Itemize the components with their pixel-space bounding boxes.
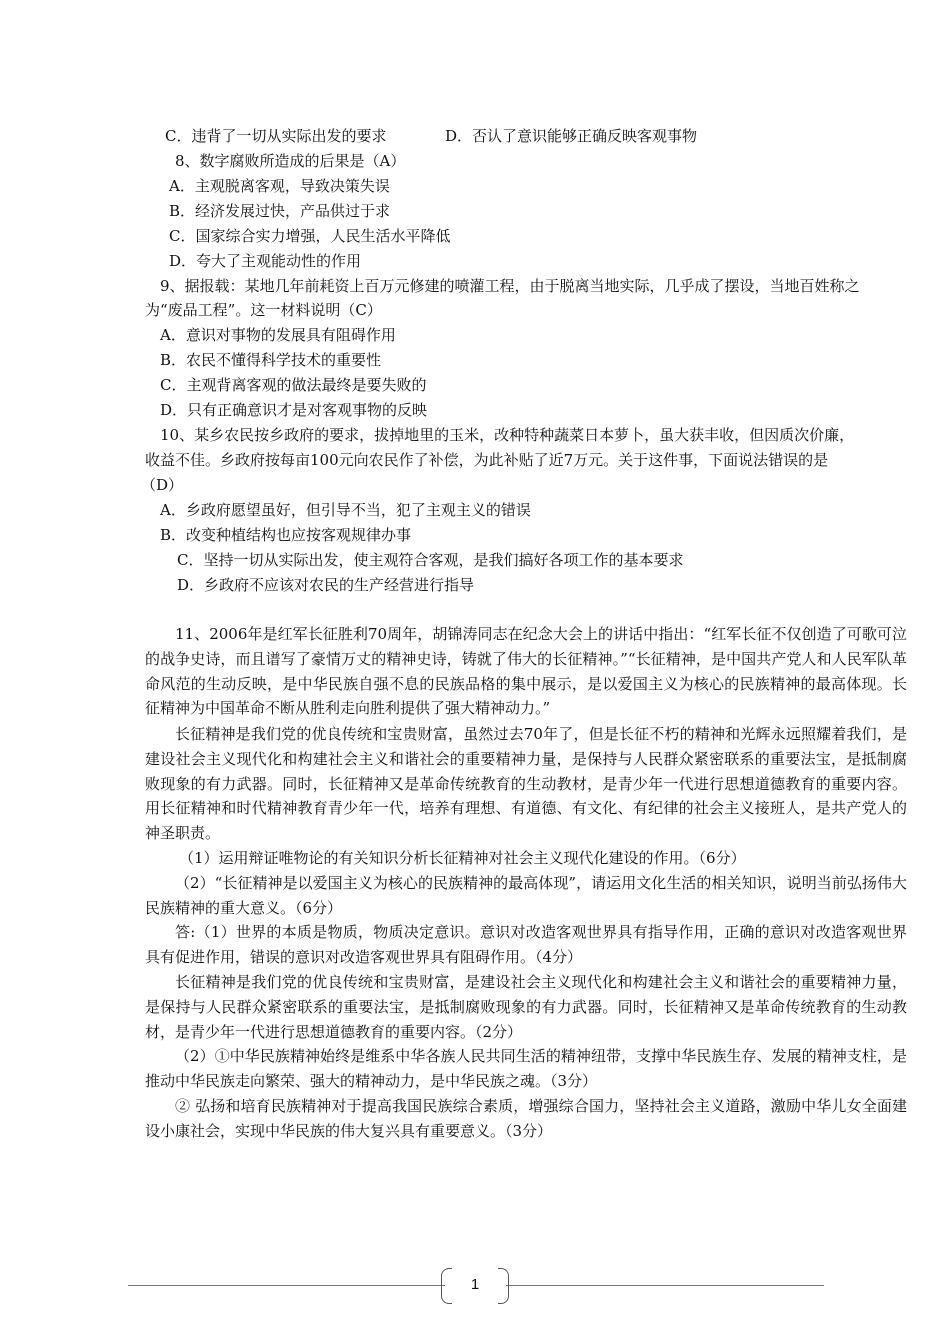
q10-option-a: A．乡政府愿望虽好，但引导不当，犯了主观主义的错误 (160, 501, 531, 519)
q10-option-d: D．乡政府不应该对农民的生产经营进行指导 (177, 576, 475, 594)
q8-option-d: D．夸大了主观能动性的作用 (169, 252, 362, 270)
q11-question-2: （2）“长征精神是以爱国主义为核心的民族精神的最高体现”，请运用文化生活的相关知识，说明当前弘扬伟大民族精神的重大意义。（6分） (145, 874, 907, 917)
q9-option-d: D．只有正确意识才是对客观事物的反映 (160, 401, 428, 419)
footer-rule-right (506, 1285, 824, 1286)
q11-answer-2-part-b: ② 弘扬和培育民族精神对于提高我国民族综合素质，增强综合国力，坚持社会主义道路，激励中华儿女全面建设小康社会，实现中华民族的伟大复兴具有重要意义。（3分） (145, 1097, 907, 1140)
q11-answer-1-part-a: 答:（1）世界的本质是物质，物质决定意识。意识对改造客观世界具有指导作用，正确的意识对改造客观世界具有促进作用，错误的意识对改造客观世界具有阻碍作用。（4分） (145, 923, 907, 966)
q9-option-c: C．主观背离客观的做法最终是要失败的 (160, 376, 427, 394)
q8-stem: 8、数字腐败所造成的后果是（A） (175, 152, 406, 170)
q11-question-1: （1）运用辩证唯物论的有关知识分析长征精神对社会主义现代化建设的作用。（6分） (179, 849, 746, 867)
q11-material-paragraph-1: 11、2006年是红军长征胜利70周年，胡锦涛同志在纪念大会上的讲话中指出：“红军长征不仅创造了可歌可泣的战争史诗，而且谱写了豪情万丈的精神史诗，铸就了伟大的长征精神。”“长征精神，是中国共产党人和人民军队革命风范的生动反映，是中华民族自强不息的民族品格的集中展示，是以爱国主义为核心的民族精神的最高体现。长征精神为中国革命不断从胜利走向胜利提供了强大精神动力。” (145, 625, 907, 718)
q10-stem-line2: 收益不佳。乡政府按每亩100元向农民作了补偿，为此补贴了近7万元。关于这件事，下面说法错误的是 (145, 451, 829, 469)
q8-option-b: B．经济发展过快，产品供过于求 (169, 202, 391, 220)
q11-answer-2-part-a: （2）①中华民族精神始终是维系中华各族人民共同生活的精神纽带，支撑中华民族生存、发展的精神支柱，是推动中华民族走向繁荣、强大的精神动力，是中华民族之魂。（3分） (145, 1047, 907, 1090)
q9-option-b: B．农民不懂得科学技术的重要性 (160, 351, 382, 369)
page-number: 1 (470, 1276, 480, 1293)
q10-option-b: B．改变种植结构也应按客观规律办事 (160, 526, 412, 544)
q11-answer-1-part-b: 长征精神是我们党的优良传统和宝贵财富，是建设社会主义现代化和构建社会主义和谐社会的重要精神力量，是保持与人民群众紧密联系的重要法宝，是抵制腐败现象的有力武器。同时，长征精神又是革命传统教育的生动教材，是青少年一代进行思想道德教育的重要内容。（2分） (145, 973, 907, 1041)
q11-material-paragraph-2: 长征精神是我们党的优良传统和宝贵财富，虽然过去70年了，但是长征不朽的精神和光辉永远照耀着我们，是建设社会主义现代化和构建社会主义和谐社会的重要精神力量，是保持与人民群众紧密联系的重要法宝，是抵制腐败现象的有力武器。同时，长征精神又是革命传统教育的生动教材，是青少年一代进行思想道德教育的重要内容。用长征精神和时代精神教育青少年一代，培养有理想、有道德、有文化、有纪律的社会主义接班人，是共产党人的神圣职责。 (145, 725, 907, 843)
q7-option-c: C．违背了一切从实际出发的要求 (165, 127, 387, 145)
q10-option-c: C．坚持一切从实际出发，使主观符合客观，是我们搞好各项工作的基本要求 (177, 551, 684, 569)
q9-option-a: A．意识对事物的发展具有阻碍作用 (160, 326, 396, 344)
q9-stem-line2: 为“废品工程”。这一材料说明（C） (145, 301, 382, 319)
q8-option-a: A．主观脱离客观，导致决策失误 (169, 177, 390, 195)
q8-option-c: C．国家综合实力增强，人民生活水平降低 (169, 227, 451, 245)
q7-option-d: D．否认了意识能够正确反映客观事物 (445, 127, 698, 145)
q10-stem-line3: （D） (141, 476, 184, 494)
q10-stem-line1: 10、某乡农民按乡政府的要求，拔掉地里的玉米，改种特种蔬菜日本萝卜，虽大获丰收，但因质次价廉， (160, 426, 855, 444)
q9-stem-line1: 9、据报载：某地几年前耗资上百万元修建的喷灌工程，由于脱离当地实际，几乎成了摆设，当地百姓称之 (160, 277, 860, 295)
footer-rule-left (128, 1285, 445, 1286)
